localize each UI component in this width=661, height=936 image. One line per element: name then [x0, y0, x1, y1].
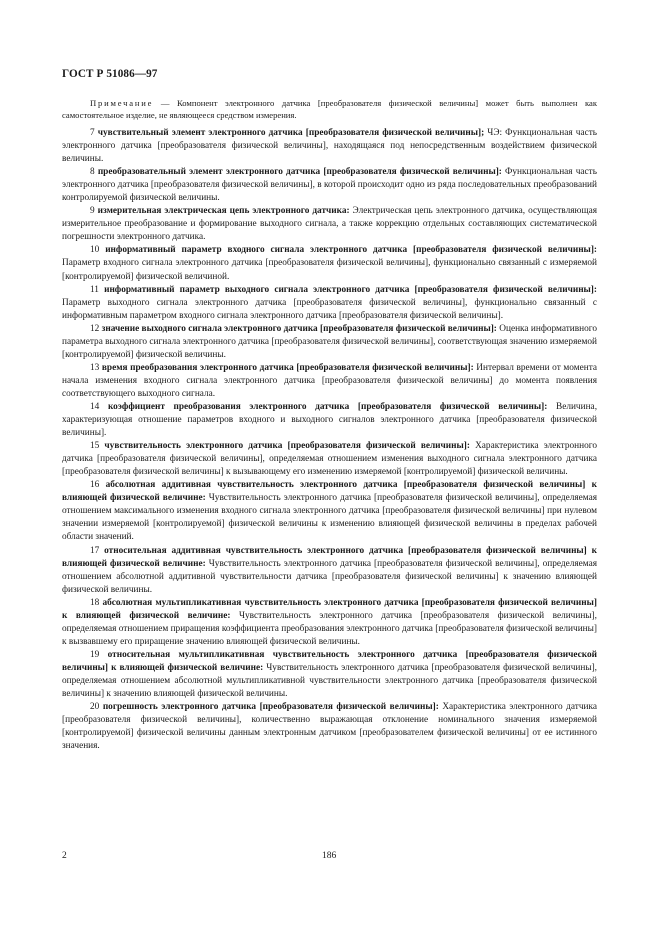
definition-text: Чувствительность электронного датчика [преобразователя физической величины], определяемая отношением максимального изменения входного сигнала электронного датчика [преобразователя физической величины] при нулевом значении измеряемой [контролируемой] физической величины к изменению влияющей физической величины в пределах рабочей области значений.: [62, 493, 597, 543]
definition-number: 14: [90, 401, 100, 412]
definition-number: 13: [90, 362, 100, 373]
definition-text: Характеристика электронного датчика [преобразователя физической величины], определяемая отношением изменения выходного сигнала электронного датчика [преобразователя физической величины] к вызывающему его изменению измеряемой [контролируемой] физической величины.: [62, 441, 597, 478]
note-text: — Компонент электронного датчика [преобразователя физической величины] может быть выполнен как самостоятельное изделие, не являющееся средством измерения.: [62, 98, 597, 120]
definition-13: [62, 362, 597, 401]
definition-number: 17: [90, 545, 100, 556]
definition-term: относительная аддитивная чувствительность электронного датчика [преобразователя физической величины] к влияющей физической величине:: [62, 545, 597, 569]
definition-term: относительная мультипликативная чувствительность электронного датчика [преобразователя физической величины] к влияющей физической величине:: [62, 649, 597, 673]
definition-term: информативный параметр входного сигнала электронного датчика [преобразователя физической величины]:: [105, 245, 598, 256]
definition-number: 15: [90, 441, 100, 452]
definition-10: [62, 244, 597, 283]
definition-15: [62, 440, 597, 479]
definition-7: [62, 127, 597, 166]
definition-term: погрешность электронного датчика [преобразователя физической величины]:: [102, 702, 439, 713]
definition-text: Чувствительность электронного датчика [преобразователя физической величины], определяемая отношением приращения коэффициента преобразования электронного датчика [преобразователя физической величины] к вызвавшему его приращение значению влияющей физической величины.: [62, 610, 597, 647]
definition-term: абсолютная мультипликативная чувствительность электронного датчика [преобразователя физической величины] к влияющей физической величине:: [62, 597, 597, 621]
definition-19: [62, 649, 597, 701]
definition-term: преобразовательный элемент электронного датчика [преобразователя физической величины]:: [97, 167, 502, 178]
definition-term: абсолютная аддитивная чувствительность электронного датчика [преобразователя физической величины] к влияющей физической величине:: [62, 480, 597, 504]
definition-term: чувствительность электронного датчика [преобразователя физической величины]:: [104, 441, 470, 452]
definition-text: Чувствительность электронного датчика [преобразователя физической величины], определяемая отношением абсолютной аддитивной чувствительности датчика [преобразователя физической величины] к значению влияющей физической величины.: [62, 558, 597, 595]
definition-8: [62, 166, 597, 205]
definition-term: значение выходного сигнала электронного датчика [преобразователя физической величины]:: [101, 323, 497, 334]
definition-number: 11: [90, 284, 99, 295]
definition-text: Оценка информативного параметра выходного сигнала электронного датчика [преобразователя физической величины], соответствующая значению измеряемой [контролируемой] физической величины.: [62, 323, 598, 360]
note-label: Примечание: [90, 98, 154, 108]
definition-12: [62, 323, 597, 362]
definition-term: время преобразования электронного датчика [преобразователя физической величины]:: [101, 362, 474, 373]
definition-number: 9: [90, 206, 95, 217]
definition-term: измерительная электрическая цепь электронного датчика:: [97, 206, 350, 217]
definition-text: Параметр входного сигнала электронного датчика [преобразователя физической величины], функционально связанный с измеряемой [контролируемой] физической величиной.: [62, 258, 597, 282]
definition-text: Чувствительность электронного датчика [преобразователя физической величины], определяемая отношением абсолютной мультипликативной чувствительности электронного датчика [преобразователя физической величины] к значению влияющей физической величины.: [62, 662, 597, 700]
definition-text: Электрическая цепь электронного датчика, осуществляющая измерительное преобразование и формирование выходного сигнала, а также коррекцию отдельных составляющих систематической погрешности электронного датчика.: [62, 206, 598, 243]
definition-text: Функциональная часть электронного датчика [преобразователя физической величины], в которой происходит одно из ряда последовательных преобразований контролируемой физической величины.: [62, 167, 597, 204]
definition-9: [62, 205, 597, 244]
definition-term: коэффициент преобразования электронного датчика [преобразователя физической величины]:: [107, 401, 548, 412]
definition-number: 18: [90, 597, 100, 608]
definition-number: 7: [90, 128, 95, 138]
definition-text: Характеристика электронного датчика [преобразователя физической величины], количественно выражающая отклонение номинального значения измеряемой [контролируемой] физической величины данным электронным датчиком [преобразователем физической величины] от ее истинного значения.: [62, 702, 597, 752]
definition-14: [62, 401, 597, 440]
definition-text: Величина, характеризующая отношение параметров входного и выходного сигналов электронного датчика [преобразователя физической величины].: [62, 401, 598, 439]
definition-number: 16: [90, 480, 100, 491]
definition-20: [62, 701, 597, 753]
definition-number: 20: [90, 702, 100, 713]
definition-term: чувствительный элемент электронного датчика [преобразователя физической величины];: [97, 128, 485, 138]
definition-number: 8: [90, 167, 95, 178]
page-number-center: 186: [322, 851, 337, 861]
definition-17: [62, 545, 597, 597]
page-number-left: 2: [62, 851, 67, 861]
note-paragraph: [62, 97, 597, 121]
definition-text: ЧЭ: Функциональная часть электронного датчика [преобразователя физической величины], находящаяся под непосредственным воздействием физической величины.: [62, 128, 597, 165]
definition-text: Параметр выходного сигнала электронного датчика [преобразователя физической величины], функционально связанный с информативным параметром входного сигнала электронного датчика [преобразователя физической величины].: [62, 297, 597, 321]
definition-16: [62, 479, 597, 544]
definition-number: 10: [90, 245, 100, 256]
definition-text: Интервал времени от момента начала изменения входного сигнала электронного датчика [преобразователя физической величины] до момента появления соответствующего выходного сигнала.: [62, 362, 597, 399]
definition-18: [62, 597, 597, 649]
definition-term: информативный параметр выходного сигнала электронного датчика [преобразователя физической величины]:: [104, 284, 598, 295]
definition-11: [62, 284, 597, 323]
document-header: ГОСТ Р 51086—97: [62, 68, 158, 80]
document-body: [62, 97, 597, 753]
definition-number: 12: [90, 323, 100, 334]
definition-number: 19: [90, 649, 100, 660]
